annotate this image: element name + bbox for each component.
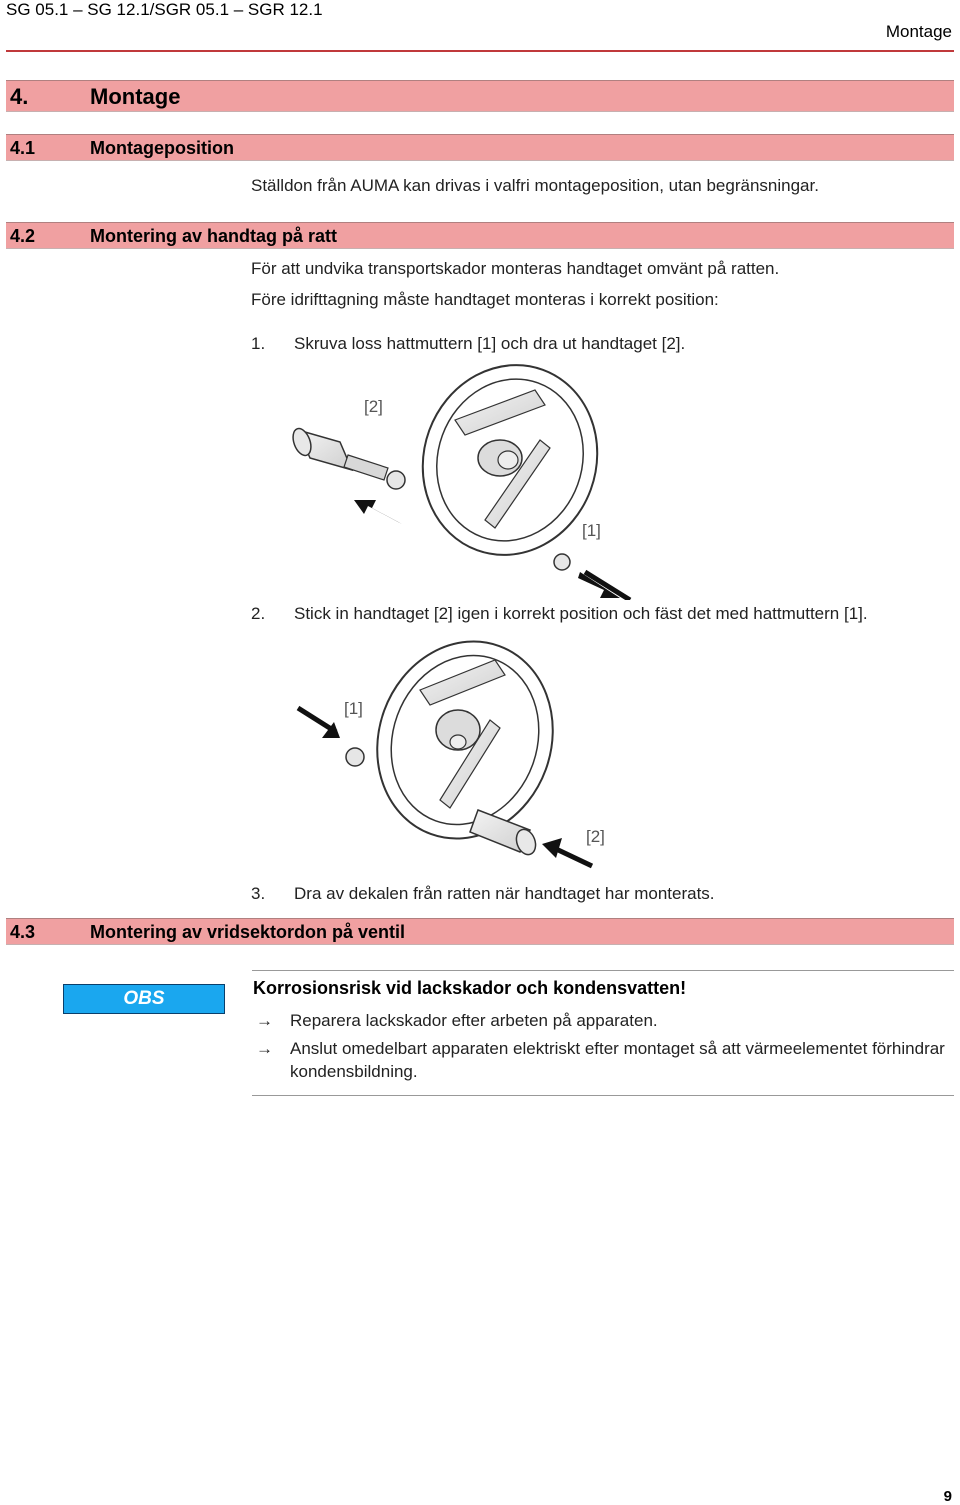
step-text-3: Dra av dekalen från ratten när handtaget har monterats. xyxy=(294,884,715,903)
figure-remove-handle xyxy=(280,360,640,600)
section-number: 4. xyxy=(10,84,29,109)
paragraph-transport: För att undvika transportskador monteras handtaget omvänt på ratten. xyxy=(251,259,780,278)
arrow-icon xyxy=(542,838,562,858)
arrow-icon xyxy=(554,848,592,866)
section-number: 4.3 xyxy=(10,922,36,942)
notice-item-1: Reparera lackskador efter arbeten på apparaten. xyxy=(290,1011,658,1030)
section-heading-4-1 xyxy=(6,134,954,161)
cap-nut-illustration xyxy=(554,554,570,570)
handle-illustration xyxy=(470,810,539,857)
arrow-icon xyxy=(578,572,620,598)
section-heading-4-3 xyxy=(6,918,954,945)
handwheel-illustration xyxy=(396,360,623,580)
arrow-icon xyxy=(354,500,402,524)
document-header-chapter: Montage xyxy=(885,22,952,41)
step-number-2: 2. xyxy=(251,604,266,623)
step-number-1: 1. xyxy=(251,334,266,353)
label-cap-nut: [1] xyxy=(344,699,363,718)
section-title: Montageposition xyxy=(90,138,234,158)
notice-badge: OBS xyxy=(63,984,225,1014)
notice-item-2: Anslut omedelbart apparaten elektriskt efter montaget så att värmeelementet förhindrar kondensbildning. xyxy=(290,1039,945,1081)
section-title: Montering av vridsektordon på ventil xyxy=(90,922,406,942)
cap-nut-illustration xyxy=(346,748,364,766)
section-heading-4-2 xyxy=(6,222,954,249)
label-handle: [2] xyxy=(586,827,605,846)
label-handle: [2] xyxy=(364,397,383,416)
step-number-3: 3. xyxy=(251,884,266,903)
notice-bottom-rule xyxy=(252,1095,954,1096)
step-text-2: Stick in handtaget [2] igen i korrekt position och fäst det med hattmuttern [1]. xyxy=(294,604,868,623)
handwheel-illustration xyxy=(350,630,580,863)
notice-title: Korrosionsrisk vid lackskador och kondensvatten! xyxy=(253,978,687,998)
section-title: Montage xyxy=(90,84,181,109)
section-title: Montering av handtag på ratt xyxy=(90,226,338,246)
paragraph-mounting-position: Ställdon från AUMA kan drivas i valfri montageposition, utan begränsningar. xyxy=(251,176,819,195)
section-number: 4.2 xyxy=(10,226,36,246)
step-text-1: Skruva loss hattmuttern [1] och dra ut handtaget [2]. xyxy=(294,334,686,353)
arrow-right-icon: → xyxy=(256,1039,273,1058)
notice-top-rule xyxy=(252,970,954,971)
section-heading-4 xyxy=(6,80,954,112)
handle-illustration xyxy=(290,426,405,489)
page-number: 9 xyxy=(943,1488,952,1505)
figure-install-handle xyxy=(280,630,630,880)
arrow-right-icon: → xyxy=(256,1011,273,1030)
label-cap-nut: [1] xyxy=(582,521,601,540)
section-number: 4.1 xyxy=(10,138,36,158)
document-header-product: SG 05.1 – SG 12.1/SGR 05.1 – SGR 12.1 xyxy=(6,0,323,19)
paragraph-before-commissioning: Före idrifttagning måste handtaget monteras i korrekt position: xyxy=(251,290,719,309)
header-rule xyxy=(6,50,954,52)
